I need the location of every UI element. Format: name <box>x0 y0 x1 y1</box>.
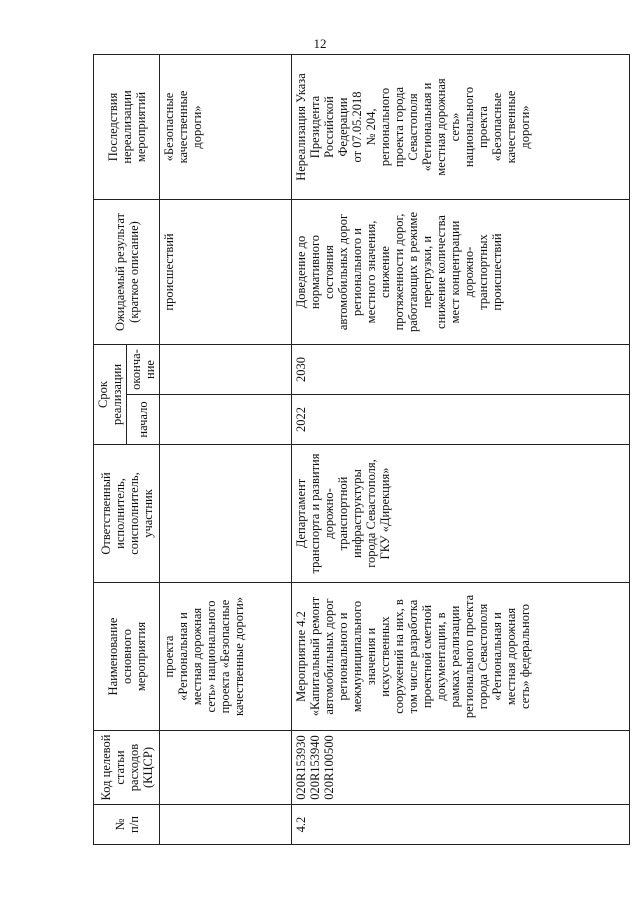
cell-name: Мероприятие 4.2 «Капитальный ремонт автомобильных дорог регионального и межмуниципального значения и искусственных сооружений на них, в том числе разработка проектной сметной документации, в рамках реализации регионального проекта города Севастополя «Региональная и местная дорожная сеть» федерального <box>292 583 630 731</box>
cell-result: происшествий <box>160 200 292 345</box>
header-consequences: Последствия нереализации мероприятий <box>94 55 160 200</box>
table-row <box>160 55 292 845</box>
header-kcsr: Код целевой статьи расходов (КЦСР) <box>94 731 160 805</box>
header-term: Срок реализации <box>94 345 127 445</box>
header-result: Ожидаемый результат (краткое описание) <box>94 200 160 345</box>
cell-start: 2022 <box>292 395 630 445</box>
cell-kcsr <box>160 731 292 805</box>
table-row <box>292 55 630 845</box>
header-executor: Ответственный исполнитель, соисполнитель, участник <box>94 445 160 583</box>
cell-executor <box>160 445 292 583</box>
cell-start <box>160 395 292 445</box>
cell-end <box>160 345 292 395</box>
page-number: 12 <box>313 36 327 51</box>
cell-result: Доведение до нормативного состояния автомобильных дорог регионального и местного значения, снижение протяженности дорог, работающих в режиме перегрузки, и снижение количества мест концентрации дорожно- транспортных происшествий <box>292 200 630 345</box>
cell-kcsr: 020R153930 020R153940 020R100500 <box>292 731 630 805</box>
cell-num: 4.2 <box>292 805 630 845</box>
cell-end: 2030 <box>292 345 630 395</box>
rotated-table-frame <box>93 55 621 845</box>
header-end: оконча- ние <box>127 345 160 395</box>
cell-name: проекта «Региональная и местная дорожная сеть» национального проекта «Безопасные качественные дороги» <box>160 583 292 731</box>
header-num: № п/п <box>94 805 160 845</box>
header-start: начало <box>127 395 160 445</box>
cell-num <box>160 805 292 845</box>
measures-table <box>93 54 630 845</box>
cell-consequences: «Безопасные качественные дороги» <box>160 55 292 200</box>
cell-consequences: Нереализация Указа Президента Российской Федерации от 07.05.2018 № 204, регионального проекта города Севастополя «Региональная и местная дорожная сеть» национального проекта «Безопасные качественные дороги» <box>292 55 630 200</box>
header-name: Наименование основного мероприятия <box>94 583 160 731</box>
cell-executor: Департамент транспорта и развития дорожно- транспортной инфраструктуры города Севастополя, ГКУ «Дирекция» <box>292 445 630 583</box>
